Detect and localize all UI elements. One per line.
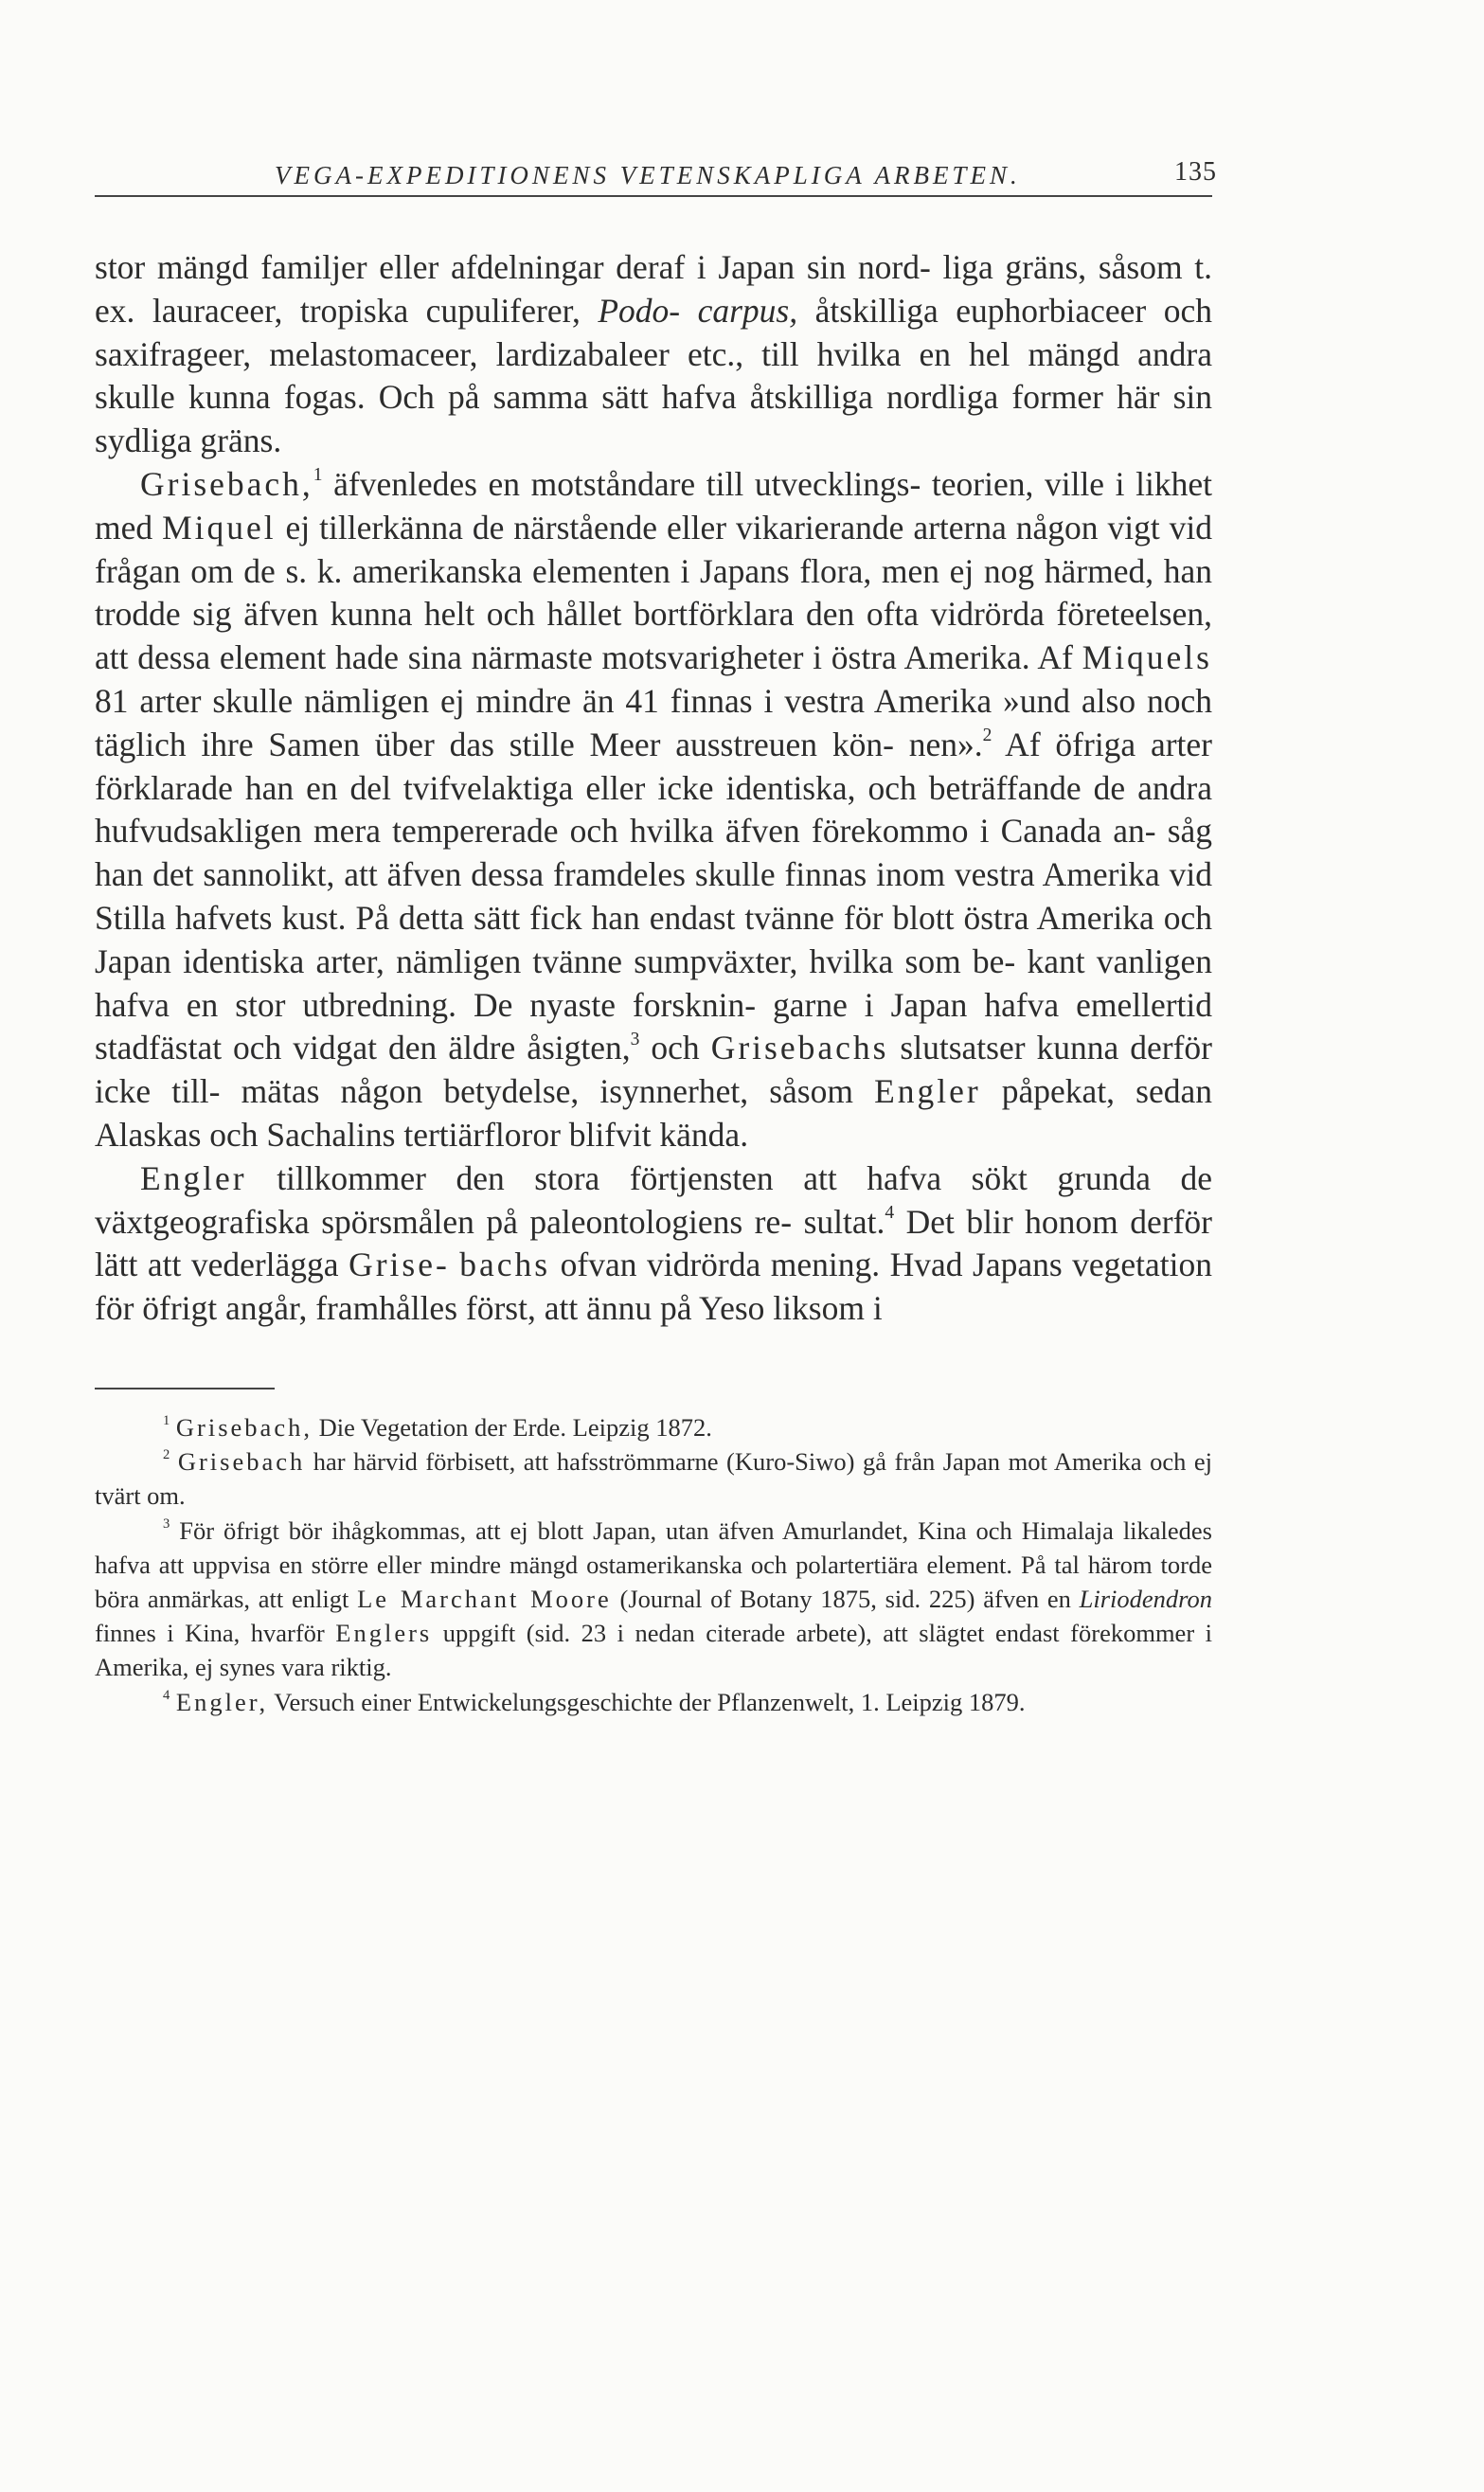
text-run: sultat.: [803, 1202, 885, 1241]
italic-term: carpus,: [697, 291, 798, 330]
text-run: nämligen ej mindre än 41 finnas i vestra Amerika »und also: [304, 681, 1136, 720]
footnote-text: (Journal of Botany 1875, sid. 225) äfven en: [611, 1584, 1080, 1613]
text-run: tillkommer den stora förtjensten att hafva sökt: [246, 1158, 1028, 1197]
paragraph-1: [95, 246, 1212, 463]
footnote-mark: 4: [163, 1687, 170, 1703]
text-run: påpekat,: [980, 1072, 1116, 1111]
text-run: identiska arter, nämligen tvänne sumpväxter, hvilka som be-: [183, 941, 1016, 980]
text-run: och: [639, 1029, 711, 1067]
main-text: [95, 246, 1212, 1331]
text-run: öfrigt angår, framhålles först, att ännu på Yeso liksom i: [142, 1289, 883, 1328]
footnote-text: Versuch einer Entwickelungsgeschichte der Pflanzenwelt, 1. Leipzig 1879.: [268, 1687, 1026, 1716]
text-run: garne i Japan hafva emellertid stadfästat och vidgat den äldre: [95, 985, 1212, 1067]
footnote-ref: 2: [982, 726, 992, 746]
text-run: äfvenledes en motståndare till utvecklings-: [322, 464, 921, 503]
author-name: Engler,: [175, 1687, 269, 1716]
footnote-4: [95, 1685, 1212, 1719]
text-run: Af öfriga arter förklarade han en del tvifvelaktiga: [95, 725, 1212, 807]
text-run: ej tillerkänna de närstående: [276, 508, 658, 547]
text-run: inom vestra Amerika vid Stilla hafvets kust. På detta sätt: [95, 855, 1213, 937]
footnote-mark: 3: [163, 1515, 170, 1532]
text-run: kant vanligen hafva en stor utbredning. De nyaste forsknin-: [95, 941, 1213, 1024]
footnote-ref: 3: [630, 1029, 640, 1049]
italic-term: Podo-: [598, 291, 681, 330]
text-run: slutsatser kunna derför icke till-: [95, 1029, 1212, 1111]
author-name: Engler: [874, 1072, 981, 1111]
author-name: Engler: [140, 1158, 247, 1197]
text-run: 81 arter skulle: [95, 681, 294, 720]
text-run: eller icke identiska, och beträffande de andra hufvudsakligen: [95, 768, 1213, 851]
footnote-ref: 1: [313, 465, 323, 486]
text-line: lardizabaleer etc., till hvilka en hel mängd andra skulle kunna: [95, 334, 1212, 417]
text-run: eller vikarierande arterna någon vigt vid frågan om de s. k.: [95, 508, 1212, 590]
footnote-text: uppgift (sid. 23 i nedan citerade arbete), att slägtet endast förekommer i Amerika, ej synes vara riktig.: [95, 1619, 1213, 1682]
author-name: Grise-: [349, 1246, 450, 1284]
text-run: amerikanska elementen i Japans flora, men ej nog härmed,: [352, 551, 1154, 590]
text-run: såg han det sannolikt, att äfven dessa framdeles skulle finnas: [95, 812, 1213, 894]
author-name: Miquel: [162, 508, 277, 547]
text-run: noch täglich ihre Samen über das stille Meer ausstreuen kön-: [95, 681, 1213, 763]
author-name: Grisebach,: [140, 464, 313, 503]
text-run: sedan Alaskas och Sachalins tertiärfloror blifvit kända.: [95, 1072, 1212, 1154]
text-run: ofta vidrörda företeelsen, att dessa element hade sina närmaste: [95, 595, 1212, 677]
text-run: fick han endast tvänne för blott östra Amerika och Japan: [95, 898, 1212, 980]
text-line: åtskilliga euphorbiaceer och saxifrageer, melastomaceer,: [95, 291, 1212, 373]
footnote-1: [95, 1410, 1212, 1444]
text-run: mätas någon betydelse, isynnerhet, såsom: [241, 1072, 875, 1111]
text-line: fogas. Och på samma sätt hafva åtskilliga nordliga former: [283, 378, 1103, 417]
text-line: liga gräns, såsom t. ex. lauraceer, tropiska cupuliferer,: [95, 248, 1212, 330]
footnote-text: För öfrigt bör ihågkommas, att ej blott Japan, utan äfven Amurlandet, Kina och Himalaja likaledes hafva att uppvisa en större eller mindre mängd ostamerikanska och polartertiära element. På tal härom torde böra anmärkas, att enligt: [95, 1515, 1212, 1613]
footnote-mark: 2: [163, 1447, 170, 1463]
author-name: Grisebach: [177, 1447, 306, 1477]
page-number: 135: [1174, 157, 1217, 187]
text-line: här sin sydliga gräns.: [95, 378, 1213, 460]
text-run: ofvan vidrörda mening. Hvad Japans vegetation för: [95, 1246, 1213, 1328]
author-name: Grisebach,: [175, 1412, 313, 1442]
paragraph-2: [95, 463, 1212, 1157]
page: [95, 152, 1217, 1719]
author-name: Miquels: [1082, 638, 1212, 677]
footnote-text: har härvid förbisett, att hafsströmmarne (Kuro-Siwo) gå från Japan mot Amerika och ej tvärt om.: [95, 1447, 1213, 1511]
paragraph-3: [95, 1157, 1212, 1331]
text-run: mera tempererade och hvilka äfven förekommo i Canada an-: [313, 812, 1156, 851]
footnote-ref: 4: [885, 1202, 895, 1223]
footnote-mark: 1: [163, 1412, 170, 1428]
author-name: Le Marchant Moore: [357, 1584, 612, 1613]
footnotes: [95, 1410, 1212, 1719]
text-run: motsvarigheter i östra Amerika. Af: [601, 638, 1082, 677]
author-name: bachs: [459, 1246, 551, 1284]
running-title: VEGA-EXPEDITIONENS VETENSKAPLIGA ARBETEN.: [275, 161, 1021, 189]
text-line: stor mängd familjer eller afdelningar deraf i Japan sin nord-: [95, 248, 931, 286]
text-run: teorien, ville i likhet med: [95, 464, 1212, 547]
author-name: Grisebachs: [710, 1029, 889, 1067]
footnote-divider: [95, 1388, 275, 1389]
text-run: han trodde sig äfven kunna helt och hållet bortförklara den: [95, 551, 1212, 634]
footnote-text: finnes i Kina, hvarför: [95, 1619, 336, 1648]
text-run: grunda de växtgeografiska spörsmålen på paleontologiens re-: [95, 1158, 1213, 1241]
author-name: Englers: [335, 1619, 433, 1648]
text-run: nen».: [908, 725, 983, 763]
footnote-2: [95, 1444, 1212, 1513]
italic-term: Liriodendron: [1079, 1584, 1212, 1613]
text-run: åsigten,: [527, 1029, 631, 1067]
footnote-3: [95, 1514, 1212, 1685]
footnote-text: Die Vegetation der Erde. Leipzig 1872.: [312, 1412, 712, 1442]
text-run: Det blir honom derför lätt att vederlägga: [95, 1202, 1213, 1284]
running-header: [95, 152, 1217, 197]
